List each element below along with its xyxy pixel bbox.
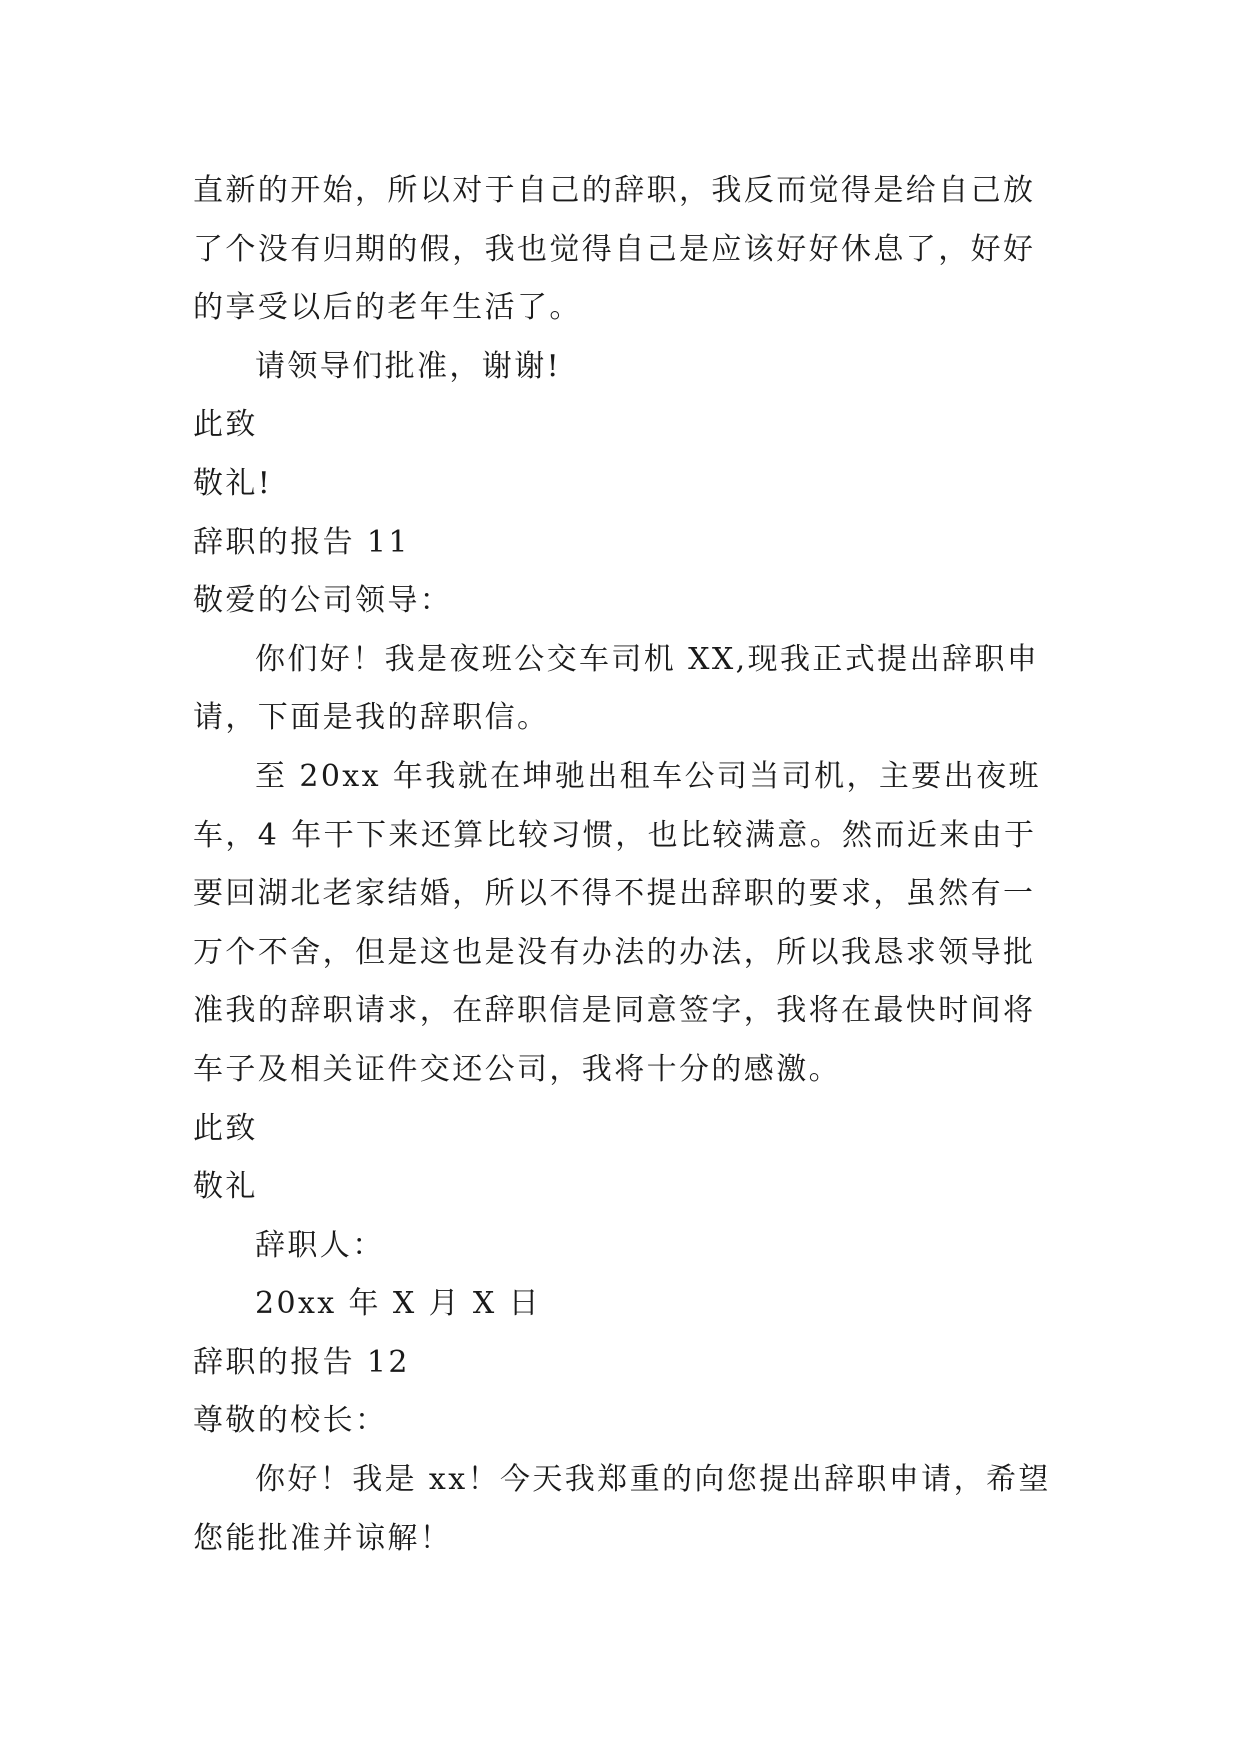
text-line: 辞职的报告 12 xyxy=(193,1344,410,1380)
text-line: 至 20xx 年我就在坤驰出租车公司当司机，主要出夜班 xyxy=(255,758,1041,794)
text-line: 了个没有归期的假，我也觉得自己是应该好好休息了，好好 xyxy=(193,231,1036,267)
text-line: 你好！我是 xx！今天我郑重的向您提出辞职申请，希望 xyxy=(255,1462,1051,1498)
text-line: 此致 xyxy=(193,407,258,443)
text-line: 辞职人： xyxy=(255,1227,385,1263)
text-line: 敬爱的公司领导： xyxy=(193,583,453,619)
text-line: 您能批准并谅解！ xyxy=(193,1520,453,1556)
text-line: 请，下面是我的辞职信。 xyxy=(193,700,550,736)
text-line: 车子及相关证件交还公司，我将十分的感激。 xyxy=(193,1051,841,1087)
text-line: 敬礼! xyxy=(193,465,273,501)
text-line: 车，4 年干下来还算比较习惯，也比较满意。然而近来由于 xyxy=(193,817,1037,853)
text-line: 敬礼 xyxy=(193,1169,258,1205)
text-line: 请领导们批准，谢谢! xyxy=(255,348,562,384)
text-line: 的享受以后的老年生活了。 xyxy=(193,290,582,326)
text-line: 万个不舍，但是这也是没有办法的办法，所以我恳求领导批 xyxy=(193,934,1036,970)
text-line: 你们好！我是夜班公交车司机 XX,现我正式提出辞职申 xyxy=(255,641,1040,677)
text-line: 尊敬的校长： xyxy=(193,1403,388,1439)
text-line: 准我的辞职请求，在辞职信是同意签字，我将在最快时间将 xyxy=(193,993,1036,1029)
text-line: 辞职的报告 11 xyxy=(193,524,410,560)
text-line: 直新的开始，所以对于自己的辞职，我反而觉得是给自己放 xyxy=(193,173,1036,208)
text-line: 要回湖北老家结婚，所以不得不提出辞职的要求，虽然有一 xyxy=(193,876,1036,912)
document-body xyxy=(193,162,1063,1568)
text-line: 20xx 年 X 月 X 日 xyxy=(255,1286,542,1322)
text-line: 此致 xyxy=(193,1110,258,1146)
